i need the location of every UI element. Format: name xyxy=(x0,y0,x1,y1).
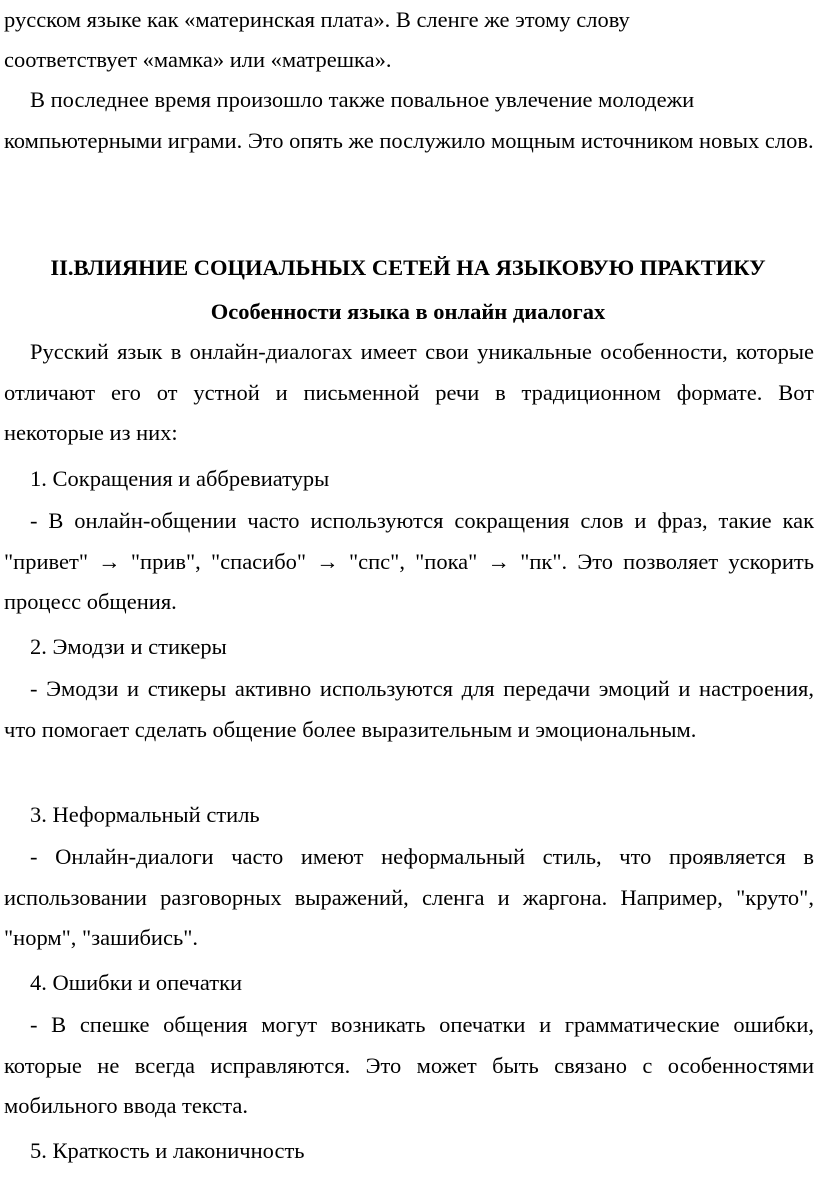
list-item-text: - В спешке общения могут возникать опечатки и грамматические ошибки, которые не всегда исправляются. Это может быть связано с особенностями мобильного ввода текста. xyxy=(4,1012,814,1118)
paragraph-computer-games: В последнее время произошло также повальное увлечение молодежи компьютерными играми. Это опять же послужило мощным источником новых слов. xyxy=(4,87,814,153)
list-item-title: 1. Сокращения и аббревиатуры xyxy=(30,466,330,491)
list-item-title: 4. Ошибки и опечатки xyxy=(30,970,243,995)
paragraph-line: соответствует «мамка» или «матрешка». xyxy=(4,47,392,72)
list-item-title: 5. Краткость и лаконичность xyxy=(30,1138,305,1163)
section-heading: II.ВЛИЯНИЕ СОЦИАЛЬНЫХ СЕТЕЙ НА ЯЗЫКОВУЮ ПРАКТИКУ xyxy=(50,255,766,280)
list-item-text: - Эмодзи и стикеры активно используются для передачи эмоций и настроения, что помогает сделать общение более выразительным и эмоциональным. xyxy=(4,676,814,742)
list-item-text: - Онлайн-диалоги часто имеют неформальный стиль, что проявляется в использовании разговорных выражений, сленга и жаргона. Например, "круто", "норм", "зашибись". xyxy=(4,844,814,950)
paragraph-line: русском языке как «материнская плата». В сленге же этому слову xyxy=(4,7,630,32)
paragraph-intro: Русский язык в онлайн-диалогах имеет свои уникальные особенности, которые отличают его от устной и письменной речи в традиционном формате. Вот некоторые из них: xyxy=(4,339,814,445)
section-subheading: Особенности языка в онлайн диалогах xyxy=(210,299,606,324)
list-item-title: 3. Неформальный стиль xyxy=(30,802,260,827)
list-item-title: 2. Эмодзи и стикеры xyxy=(30,634,227,659)
list-item-text: - В онлайн-общении часто используются сокращения слов и фраз, такие как "привет" → "прив", "спасибо" → "спс", "пока" → "пк". Это позволяет ускорить процесс общения. xyxy=(4,508,814,614)
